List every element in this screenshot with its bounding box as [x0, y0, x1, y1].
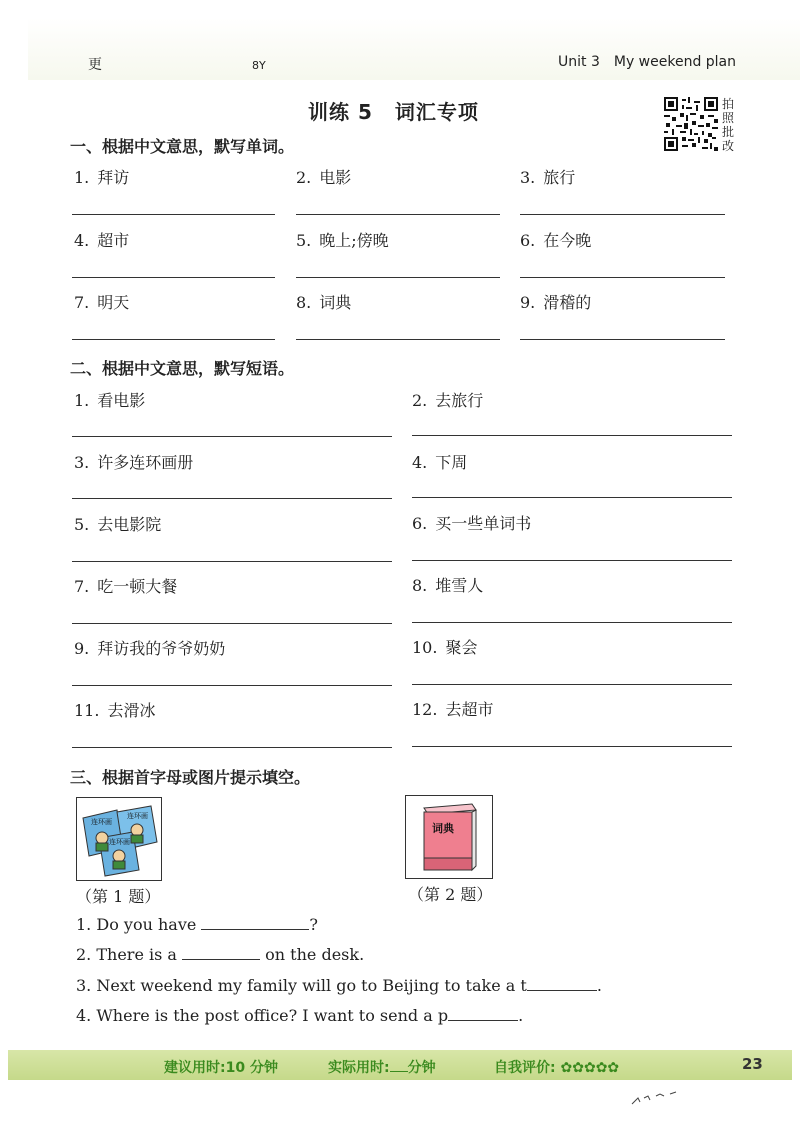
phrase-item: 10. 聚会 — [412, 638, 478, 657]
word-item: 4. 超市 — [74, 231, 130, 250]
phrase-item: 9. 拜访我的爷爷奶奶 — [74, 639, 226, 658]
word-item: 6. 在今晚 — [520, 231, 592, 250]
phrase-item: 2. 去旅行 — [412, 391, 484, 410]
actual-time: 实际用时: 分钟 — [328, 1060, 436, 1076]
flower-icon[interactable]: ✿ — [583, 1060, 596, 1076]
answer-line[interactable] — [72, 277, 275, 278]
answer-line[interactable] — [72, 747, 392, 748]
phrase-item: 3. 许多连环画册 — [74, 453, 194, 472]
answer-blank[interactable] — [448, 1006, 518, 1021]
answer-line[interactable] — [72, 623, 392, 624]
qr-label: 拍照批改 — [722, 97, 735, 153]
header-right — [558, 54, 736, 70]
page-title — [308, 96, 479, 125]
answer-line[interactable] — [520, 214, 725, 215]
answer-line[interactable] — [412, 746, 732, 747]
fill-sentence: 4. Where is the post office? I want to send a p . — [76, 1006, 524, 1025]
flower-icon[interactable]: ✿ — [572, 1060, 584, 1076]
phrase-item: 5. 去电影院 — [74, 515, 162, 534]
unit-title: My weekend plan — [613, 54, 737, 70]
answer-line[interactable] — [296, 339, 500, 340]
answer-line[interactable] — [296, 277, 500, 278]
phrase-item: 11. 去滑冰 — [74, 701, 156, 720]
answer-line[interactable] — [72, 561, 392, 562]
answer-line[interactable] — [296, 214, 500, 215]
fill-sentence: 3. Next weekend my family will go to Beijing to take a t . — [76, 976, 602, 995]
word-item: 2. 电影 — [296, 168, 352, 187]
actual-time-blank[interactable] — [390, 1059, 408, 1072]
phrase-item: 12. 去超市 — [412, 700, 494, 719]
qr-code-icon[interactable] — [664, 97, 718, 151]
svg-text:连环画: 连环画 — [109, 838, 130, 846]
title-part1: 训练 5 — [308, 100, 373, 124]
answer-blank[interactable] — [201, 915, 309, 930]
word-item: 8. 词典 — [296, 293, 352, 312]
word-item: 3. 旅行 — [520, 168, 576, 187]
svg-text:连环画: 连环画 — [91, 818, 112, 826]
phrase-item: 6. 买一些单词书 — [412, 514, 532, 533]
comic-books-icon — [77, 798, 161, 880]
answer-blank[interactable] — [182, 945, 260, 960]
answer-line[interactable] — [72, 214, 275, 215]
word-item: 5. 晚上;傍晚 — [296, 231, 389, 250]
fill-sentence: 2. There is a on the desk. — [76, 945, 365, 964]
answer-line[interactable] — [72, 339, 275, 340]
title-part2: 词汇专项 — [394, 100, 479, 124]
answer-line[interactable] — [412, 497, 732, 498]
flower-icon[interactable]: ✿ — [595, 1060, 608, 1076]
flower-icon[interactable]: ✿ — [607, 1060, 620, 1076]
pencil-scribble-icon — [630, 1088, 690, 1108]
picture2-caption: （第 2 题） — [408, 885, 493, 904]
self-evaluation: 自我评价: ✿✿✿✿✿ — [494, 1060, 620, 1076]
phrase-item: 1. 看电影 — [74, 391, 146, 410]
header-left-char: 更 — [88, 57, 102, 73]
svg-text:连环画: 连环画 — [127, 812, 148, 820]
word-item: 9. 滑稽的 — [520, 293, 592, 312]
fill-sentence: 1. Do you have ? — [76, 915, 318, 934]
phrase-item: 4. 下周 — [412, 453, 468, 472]
unit-label: Unit 3 — [558, 54, 600, 70]
page-number: 23 — [742, 1055, 763, 1073]
answer-line[interactable] — [412, 435, 732, 436]
suggested-time: 建议用时:10 分钟 — [164, 1060, 278, 1076]
answer-line[interactable] — [72, 436, 392, 437]
header-code: 8Y — [252, 59, 266, 72]
answer-line[interactable] — [412, 684, 732, 685]
word-item: 7. 明天 — [74, 293, 130, 312]
header-left — [88, 54, 266, 74]
flower-icon[interactable]: ✿ — [560, 1060, 573, 1076]
answer-line[interactable] — [412, 560, 732, 561]
section1-title: 一、根据中文意思，默写单词。 — [70, 137, 295, 156]
svg-text:词典: 词典 — [432, 822, 454, 835]
answer-line[interactable] — [72, 685, 392, 686]
section2-title: 二、根据中文意思，默写短语。 — [70, 359, 295, 378]
picture-dictionary — [405, 795, 493, 879]
picture-comic-books — [76, 797, 162, 881]
phrase-item: 7. 吃一顿大餐 — [74, 577, 178, 596]
answer-line[interactable] — [72, 498, 392, 499]
word-item: 1. 拜访 — [74, 168, 130, 187]
answer-line[interactable] — [520, 277, 725, 278]
answer-line[interactable] — [412, 622, 732, 623]
phrase-item: 8. 堆雪人 — [412, 576, 484, 595]
picture1-caption: （第 1 题） — [76, 887, 161, 906]
answer-blank[interactable] — [527, 976, 597, 991]
answer-line[interactable] — [520, 339, 725, 340]
section3-title: 三、根据首字母或图片提示填空。 — [70, 768, 311, 787]
dictionary-icon — [406, 796, 492, 878]
